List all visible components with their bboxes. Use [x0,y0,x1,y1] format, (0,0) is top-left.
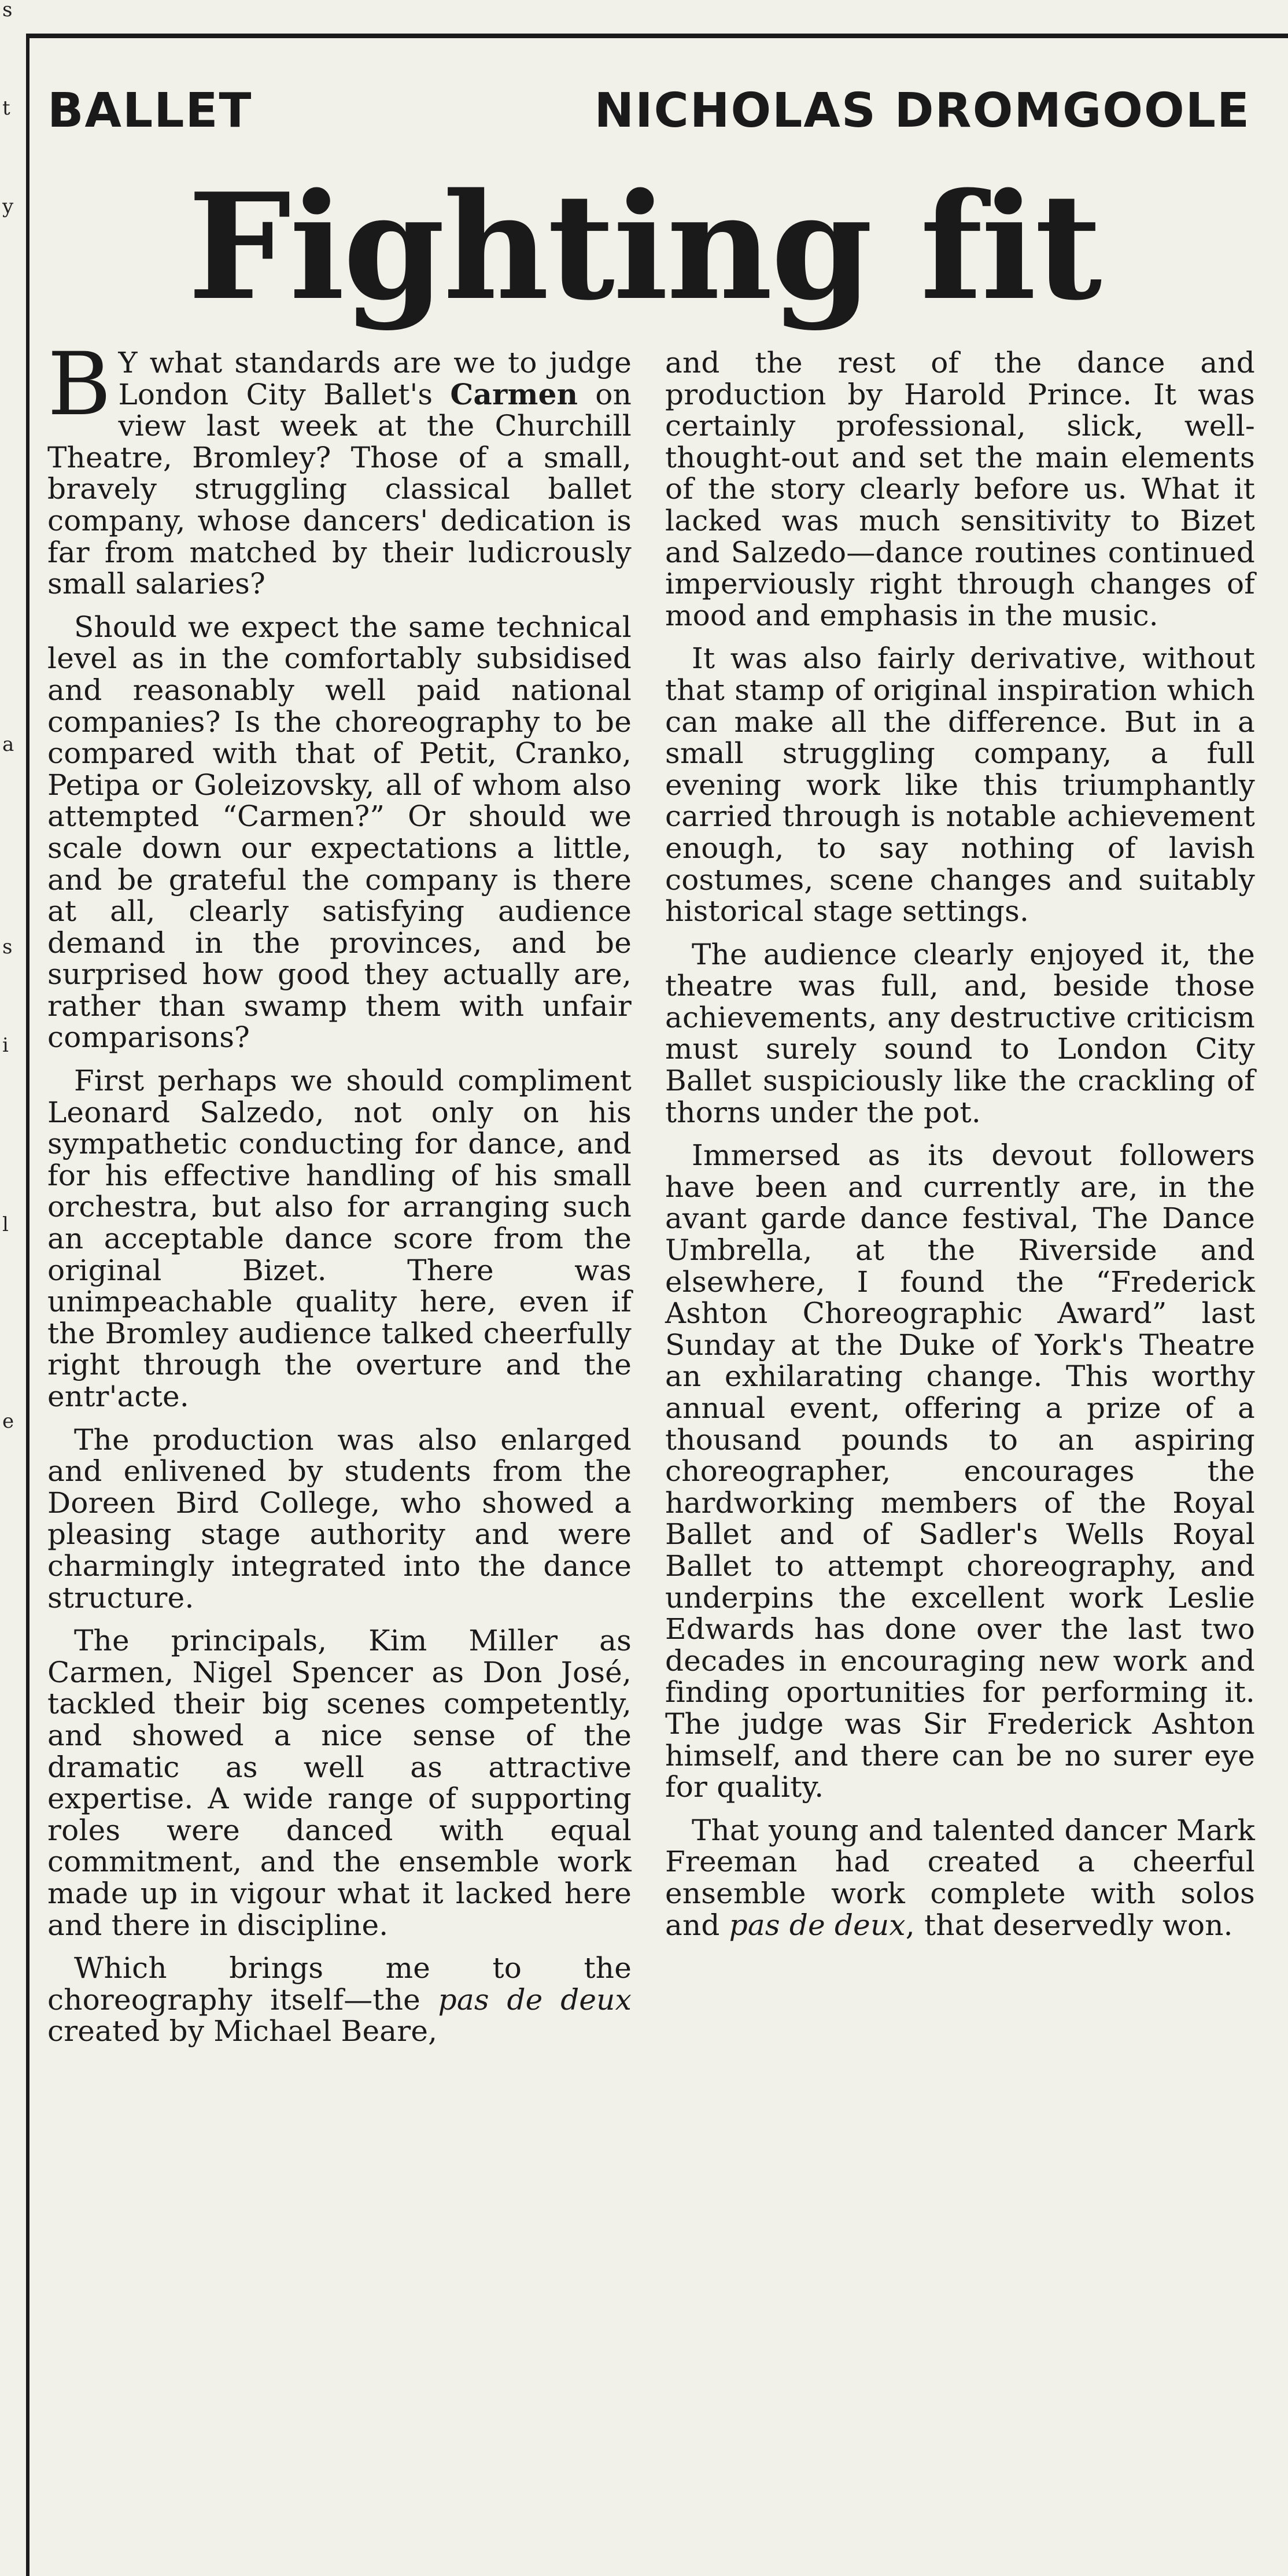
headline: Fighting fit [187,161,1101,333]
adjacent-column-fragments [0,0,17,2576]
paragraph: Immersed as its devout followers have been and currently are, in the avant garde dance festival, The Dance Umbrella, at the Riverside and elsewhere, I found the “Frederick Ashton Choreographic Award” last Sunday at the Duke of York's Theatre an exhilarating change. This worthy annual event, offering a prize of a thousand pounds to an aspiring choreographer, encourages the hardworking members of the Royal Ballet and of Sadler's Wells Royal Ballet to attempt choreography, and underpins the excellent work Leslie Edwards has done over the last two decades in encouraging new work and finding oportunities for performing it. The judge was Sir Frederick Ashton himself, and there can be no surer eye for quality. [665,1138,1255,1804]
paragraph: The audience clearly enjoyed it, the theatre was full, and, beside those achievements, any destructive criticism must surely sound to London City Ballet suspiciously like the crackling of thorns under the pot. [665,937,1255,1129]
margin-fragment: i [2,1034,9,1057]
top-rule [26,34,1288,38]
paragraph: Should we expect the same technical level as in the comfortably subsidised and reasonably well paid national companies? Is the choreography to be compared with that of Petit, Cranko, Petipa or Goleizovsky, all of whom also attempted “Carmen?” Or should we scale down our expectations a little, and be grateful the company is there at all, clearly satisfying audience demand in the provinces, and be surprised how good they actually are, rather than swamp them with unfair comparisons? [47,610,632,1055]
drop-cap: B [47,334,112,435]
paragraph-text: That young and talented dancer Mark Freeman had created a cheerful ensemble work complete with solos and [665,1813,1255,1942]
paragraph-text: Which brings me to the choreography itself—the [47,1951,632,2017]
paragraph: The production was also enlarged and enlivened by students from the Doreen Bird College, who showed a pleasing stage authority and were charmingly integrated into the dance structure. [47,1422,632,1615]
italic-term: pas de deux [438,1982,632,2017]
paragraph-text: , that deservedly won. [905,1908,1233,1942]
paragraph [47,334,632,601]
work-title: Carmen [450,377,578,411]
column-rule [26,34,29,2576]
article-column-right [665,347,1255,1952]
paragraph [665,1815,1255,1941]
margin-fragment: t [2,97,10,120]
margin-fragment: l [2,1213,9,1236]
margin-fragment: a [2,733,14,756]
paragraph: First perhaps we should compliment Leonard Salzedo, not only on his sympathetic conducting for dance, and for his effective handling of his small orchestra, but also for arranging such an acceptable dance score from the original Bizet. There was unimpeachable quality here, even if the Bromley audience talked cheerfully right through the overture and the entr'acte. [47,1064,632,1413]
margin-fragment: e [2,1410,14,1433]
article-header [47,82,1250,140]
paragraph-text: created by Michael Beare, [47,2014,438,2048]
section-label: BALLET [47,83,253,138]
byline: NICHOLAS DROMGOOLE [594,83,1250,138]
italic-term: pas de deux [729,1908,906,1942]
margin-fragment: s [2,935,13,959]
margin-fragment: s [2,0,13,21]
paragraph: The principals, Kim Miller as Carmen, Nigel Spencer as Don José, tackled their big scenes competently, and showed a nice sense of the dramatic as well as attractive expertise. A wide range of supporting roles were danced with equal commitment, and the ensemble work made up in vigour what it lacked here and there in discipline. [47,1624,632,1942]
paragraph-continuation: and the rest of the dance and production by Harold Prince. It was certainly professional, slick, well-thought-out and set the main elements of the story clearly before us. What it lacked was much sensitivity to Bizet and Salzedo—dance routines continued imperviously right through changes of mood and emphasis in the music. [665,346,1255,632]
paragraph [47,1952,632,2047]
paragraph-text: Y what standards are we to judge London City Ballet's Carmen on view last week at the Churchill Theatre, Bromley? Those of a small, bravely struggling classical ballet company, whose dancers' dedication is far from matched by their ludicrously small salaries? [47,346,632,601]
article-column-left [47,334,632,2059]
paragraph [665,347,1255,631]
paragraph: It was also fairly derivative, without that stamp of original inspiration which can make all the difference. But in a small struggling company, a full evening work like this triumphantly carried through is notable achievement enough, to say nothing of lavish costumes, scene changes and suitably historical stage settings. [665,642,1255,928]
margin-fragment: y [2,195,14,218]
